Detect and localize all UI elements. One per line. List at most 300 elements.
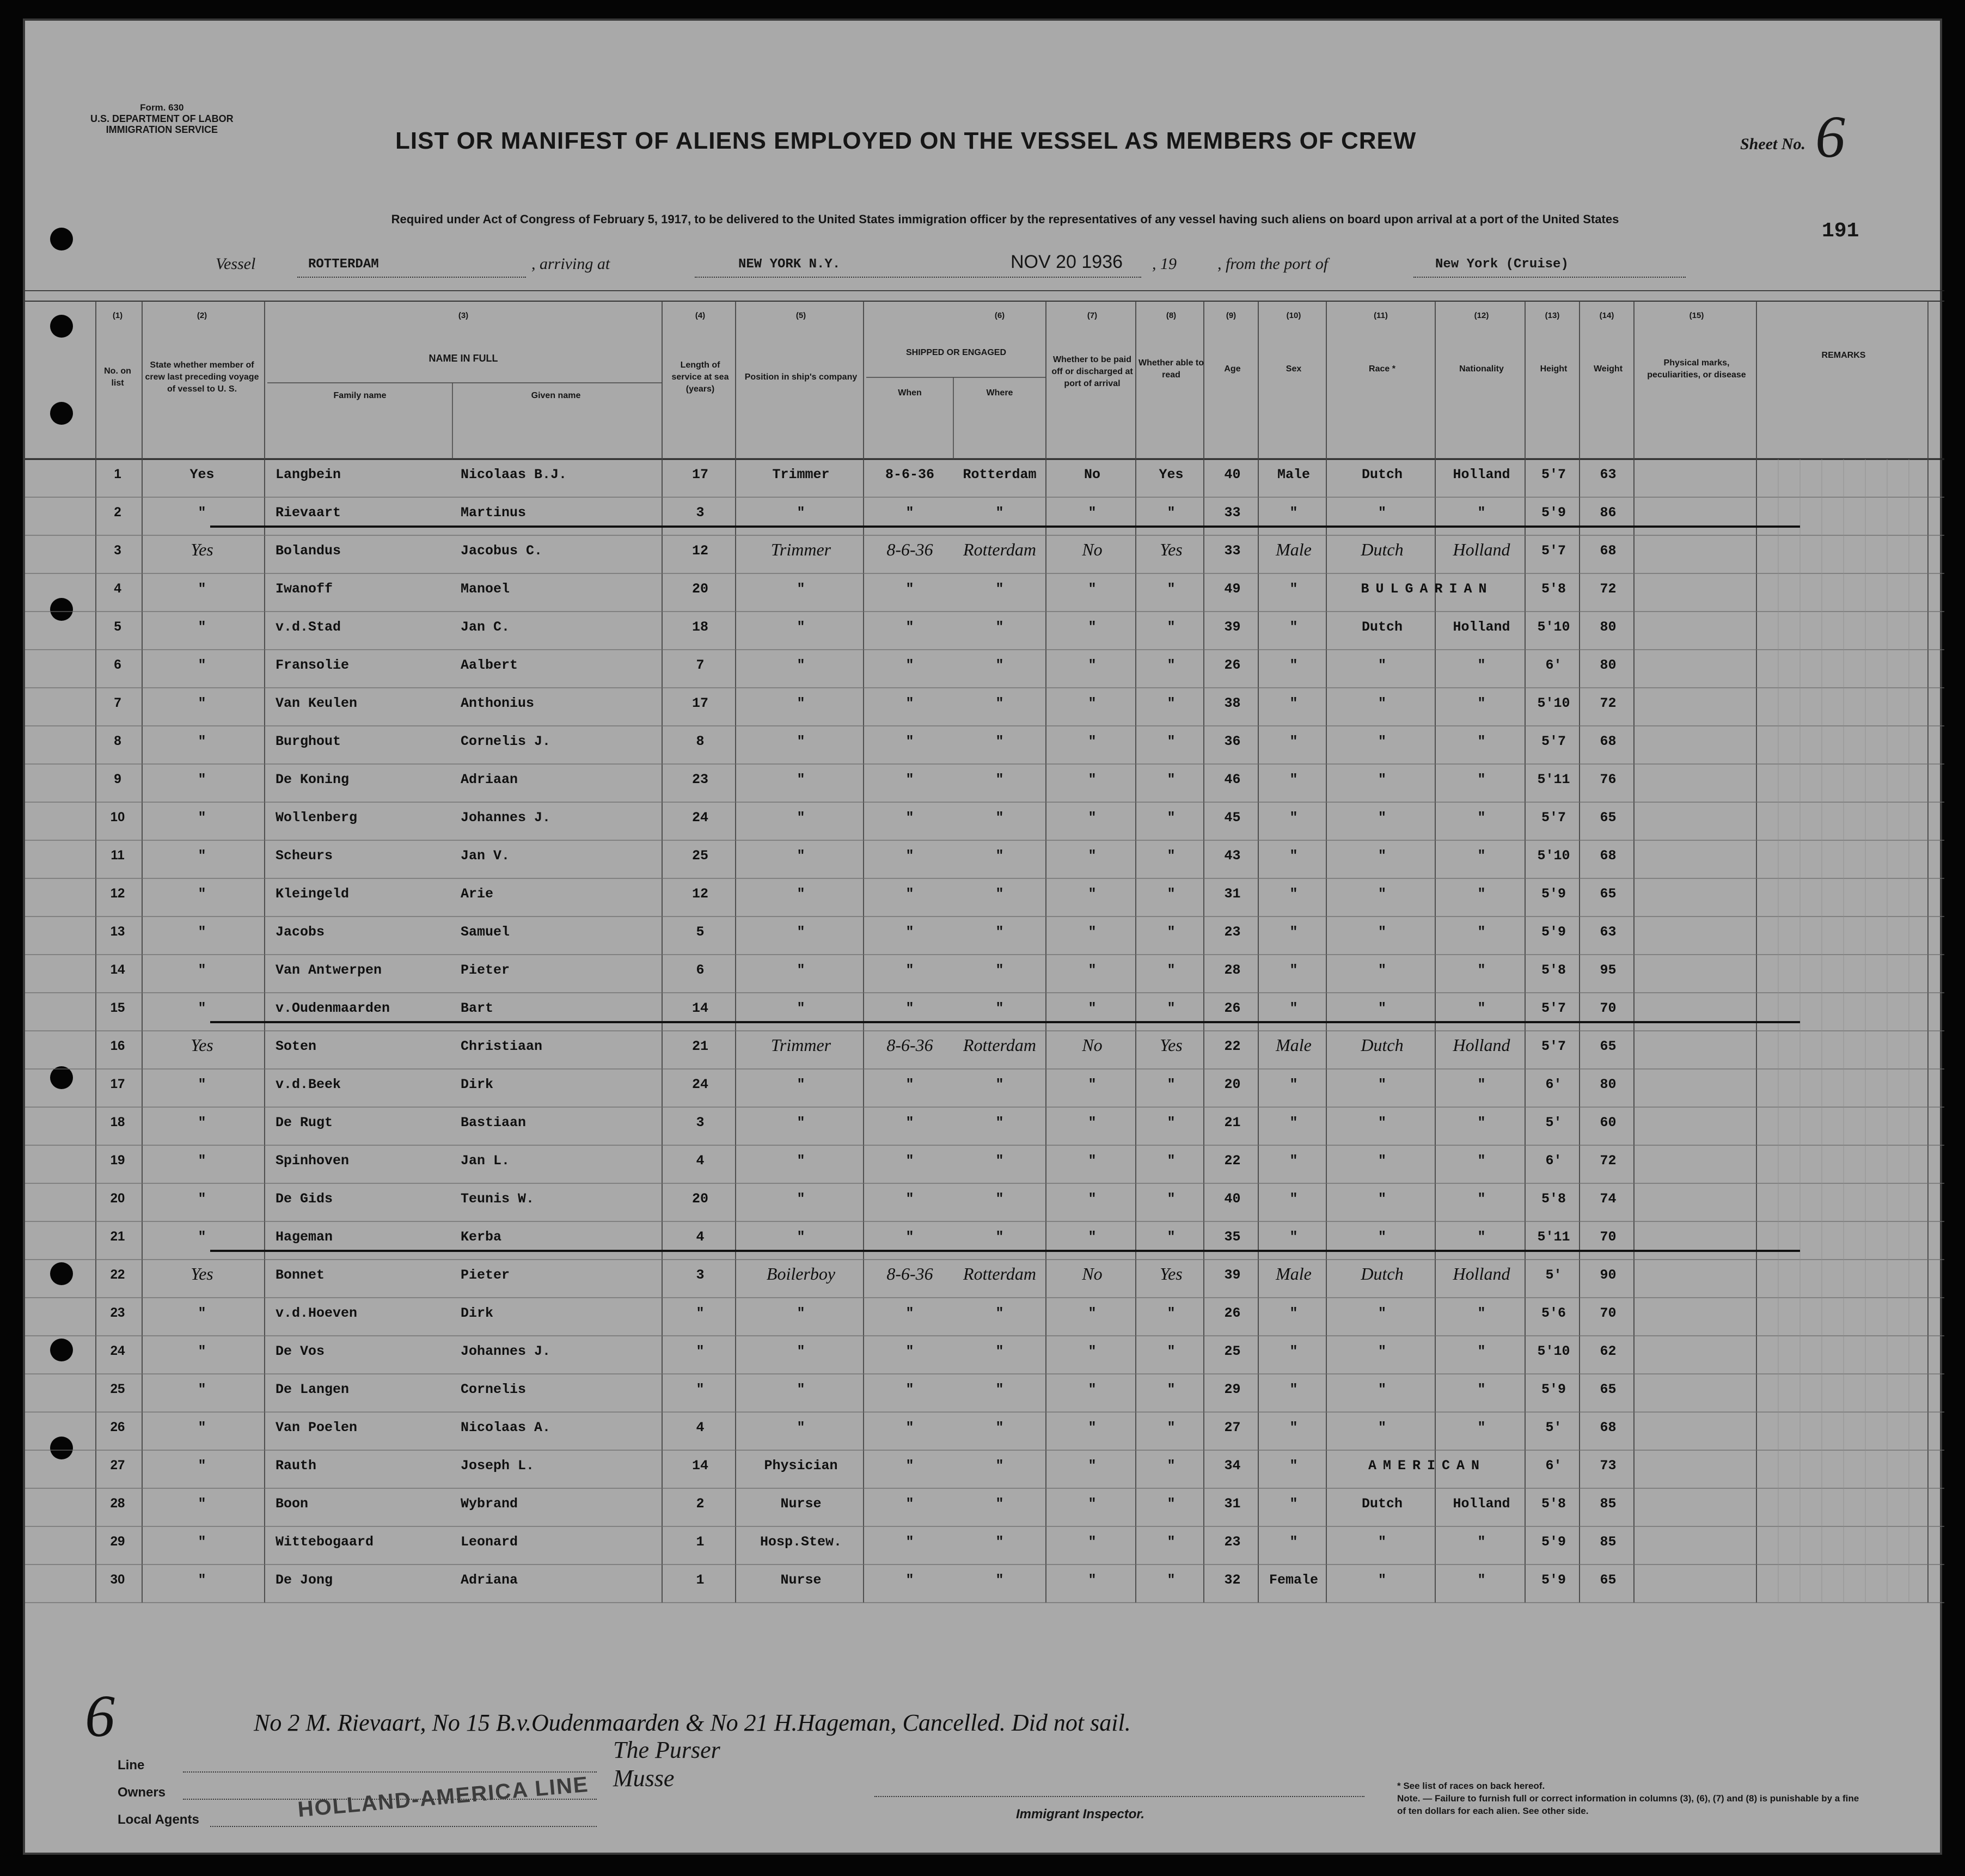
cell-race: Dutch (1361, 1035, 1404, 1055)
cell-when: " (905, 924, 914, 940)
cell-family: Wollenberg (276, 810, 358, 826)
cell-paid: " (1088, 962, 1097, 978)
cell-no: 22 (110, 1267, 125, 1282)
purser-title: The Purser (613, 1737, 720, 1763)
cell-service: " (696, 1382, 705, 1397)
cell-weight: 90 (1600, 1267, 1617, 1283)
cell-when: 8-6-36 (886, 1035, 933, 1055)
cell-nationality: " (1477, 657, 1486, 673)
cell-weight: 80 (1600, 619, 1617, 635)
vessel-line (216, 252, 1686, 282)
cell-age: 38 (1224, 695, 1241, 711)
cell-prev: " (198, 1000, 206, 1016)
cell-paid: " (1088, 772, 1097, 787)
cell-prev: " (198, 1305, 206, 1321)
cell-where: " (995, 810, 1004, 826)
cell-weight: 68 (1600, 543, 1617, 559)
cell-service: " (696, 1343, 705, 1359)
column-number: (4) (695, 311, 706, 320)
cell-race: " (1378, 695, 1386, 711)
cell-where: " (995, 1420, 1004, 1435)
col-head-prev: State whether member of crew last preceding voyage of vessel to U. S. (145, 360, 259, 394)
cell-no: 10 (110, 810, 125, 824)
cell-height: 5' (1545, 1115, 1562, 1131)
cell-age: 23 (1224, 1534, 1241, 1550)
cell-where: " (995, 581, 1004, 597)
cell-family: Langbein (276, 467, 341, 482)
cell-position: Nurse (780, 1572, 822, 1588)
cell-position: " (797, 848, 805, 864)
cell-height: 5'9 (1541, 1572, 1566, 1588)
cell-sex: " (1289, 1000, 1298, 1016)
cell-age: 31 (1224, 1496, 1241, 1512)
cell-age: 40 (1224, 467, 1241, 482)
cell-age: 33 (1224, 543, 1241, 559)
cell-read: " (1167, 1458, 1176, 1474)
cell-height: 6' (1545, 1458, 1562, 1474)
cell-where: " (995, 1343, 1004, 1359)
cell-sex: " (1289, 695, 1298, 711)
cell-height: 5'10 (1537, 619, 1570, 635)
binder-hole (50, 228, 73, 250)
cell-when: 8-6-36 (886, 1264, 933, 1284)
cell-paid: No (1082, 540, 1103, 559)
form-number: Form. 630 (140, 102, 184, 113)
cell-service: 1 (696, 1572, 705, 1588)
table-row (25, 726, 1944, 764)
cell-given: Joseph L. (461, 1458, 535, 1474)
cell-where: Rotterdam (963, 1035, 1036, 1055)
cell-nationality: " (1477, 772, 1486, 787)
cell-position: " (797, 734, 805, 749)
cell-no: 7 (114, 695, 121, 710)
cell-prev: " (198, 505, 206, 521)
cell-position: " (797, 581, 805, 597)
cell-nationality: " (1477, 1153, 1486, 1169)
table-row (25, 955, 1944, 993)
cell-weight: 65 (1600, 886, 1617, 902)
cell-read: " (1167, 1077, 1176, 1092)
cell-sex: " (1289, 1305, 1298, 1321)
col-head-no: No. on list (104, 366, 131, 388)
cell-nationality: " (1477, 1000, 1486, 1016)
table-row (25, 497, 1944, 535)
cell-no: 4 (114, 581, 121, 596)
year-label: , 19 (1152, 255, 1177, 273)
cell-prev: " (198, 1572, 206, 1588)
cell-weight: 85 (1600, 1496, 1617, 1512)
col-head-family: Family name (333, 391, 387, 400)
cell-family: Boon (276, 1496, 309, 1512)
owners-label: Owners (118, 1785, 166, 1800)
col-head-weight: Weight (1593, 364, 1623, 374)
cell-sex: " (1289, 772, 1298, 787)
cell-family: Iwanoff (276, 581, 333, 597)
cell-age: 31 (1224, 886, 1241, 902)
margin-number: 6 (85, 1683, 115, 1749)
cell-given: Cornelis (461, 1382, 527, 1397)
from-port: New York (Cruise) (1435, 257, 1569, 272)
cell-height: 5'7 (1541, 543, 1566, 559)
table-row (25, 840, 1944, 878)
cell-position: " (797, 505, 805, 521)
cell-height: 5'8 (1541, 1496, 1566, 1512)
cell-given: Adriana (461, 1572, 518, 1588)
cell-height: 5'9 (1541, 886, 1566, 902)
cell-family: v.d.Hoeven (276, 1305, 358, 1321)
cell-family: De Langen (276, 1382, 350, 1397)
cell-height: 5'11 (1537, 772, 1570, 787)
cell-weight: 95 (1600, 962, 1617, 978)
column-number: (8) (1166, 311, 1177, 320)
cell-service: 1 (696, 1534, 705, 1550)
column-number: (5) (795, 311, 806, 320)
cell-service: 14 (691, 1000, 708, 1016)
agents-label: Local Agents (118, 1812, 199, 1827)
cell-read: " (1167, 695, 1176, 711)
cell-paid: " (1088, 1077, 1097, 1092)
cell-paid: " (1088, 886, 1097, 902)
cell-paid: " (1088, 695, 1097, 711)
cell-read: " (1167, 581, 1176, 597)
line-label: Line (118, 1758, 145, 1773)
table-row (25, 1145, 1944, 1183)
cell-prev: " (198, 1420, 206, 1435)
cell-where: " (995, 1572, 1004, 1588)
cell-prev: " (198, 1343, 206, 1359)
cell-given: Johannes J. (461, 1343, 551, 1359)
cell-when: " (905, 1496, 914, 1512)
cell-prev: " (198, 734, 206, 749)
cell-where: Rotterdam (963, 1264, 1036, 1284)
cell-weight: 65 (1600, 810, 1617, 826)
cell-sex: Male (1277, 467, 1310, 482)
cell-sex: " (1289, 1153, 1298, 1169)
col-head-age: Age (1224, 364, 1241, 374)
col-head-sex: Sex (1285, 364, 1302, 374)
cell-age: 40 (1224, 1191, 1241, 1207)
cell-weight: 65 (1600, 1572, 1617, 1588)
cell-read: " (1167, 1191, 1176, 1207)
cell-family: Rauth (276, 1458, 317, 1474)
cell-sex: " (1289, 848, 1298, 864)
table-row (25, 916, 1944, 955)
cell-family: v.d.Stad (276, 619, 341, 635)
cell-read: " (1167, 1496, 1176, 1512)
cell-where: " (995, 1458, 1004, 1474)
cell-family: Van Poelen (276, 1420, 358, 1435)
cell-race: " (1378, 1153, 1386, 1169)
cell-height: 5'9 (1541, 1382, 1566, 1397)
cell-paid: No (1082, 1264, 1103, 1284)
cell-weight: 63 (1600, 924, 1617, 940)
cell-service: 20 (691, 581, 708, 597)
cell-where: " (995, 962, 1004, 978)
cell-service: 4 (696, 1229, 705, 1245)
cell-no: 5 (114, 619, 121, 634)
cell-given: Bastiaan (461, 1115, 527, 1131)
cell-service: " (696, 1305, 705, 1321)
cell-no: 20 (110, 1191, 125, 1206)
cell-paid: " (1088, 810, 1097, 826)
cell-no: 12 (110, 886, 125, 901)
cell-prev: " (198, 1458, 206, 1474)
cell-race: " (1378, 1191, 1386, 1207)
department-header (90, 102, 234, 135)
cell-prev: " (198, 1496, 206, 1512)
cell-nationality: Holland (1453, 619, 1510, 635)
cell-service: 17 (691, 695, 708, 711)
cell-service: 3 (696, 1115, 705, 1131)
cell-family: Spinhoven (276, 1153, 350, 1169)
table-row (25, 573, 1944, 612)
table-row (25, 1374, 1944, 1412)
cell-when: " (905, 1382, 914, 1397)
cell-where: " (995, 1382, 1004, 1397)
cancellation-strike (210, 1250, 1800, 1252)
column-number: (1) (112, 311, 123, 320)
cell-no: 15 (110, 1000, 125, 1015)
cell-where: " (995, 1305, 1004, 1321)
cell-where: " (995, 1077, 1004, 1092)
cell-race: Dutch (1361, 540, 1404, 559)
cell-position: " (797, 1077, 805, 1092)
cell-read: " (1167, 734, 1176, 749)
cell-sex: " (1289, 1458, 1298, 1474)
cell-height: 5'7 (1541, 467, 1566, 482)
cancellation-note: No 2 M. Rievaart, No 15 B.v.Oudenmaarden & No 21 H.Hageman, Cancelled. Did not sail. (254, 1709, 1131, 1736)
cell-when: " (905, 848, 914, 864)
vessel-rule (297, 277, 526, 278)
cell-when: " (905, 1191, 914, 1207)
cell-family: Scheurs (276, 848, 333, 864)
cell-race: " (1378, 734, 1386, 749)
cell-where: " (995, 619, 1004, 635)
cell-height: 6' (1545, 1077, 1562, 1092)
cell-where: " (995, 695, 1004, 711)
column-number: (6) (994, 311, 1005, 320)
cell-read: " (1167, 1115, 1176, 1131)
cell-where: " (995, 1496, 1004, 1512)
cell-race: AMERICAN (1368, 1458, 1486, 1474)
races-note: * See list of races on back hereof. (1397, 1781, 1545, 1791)
cell-given: Pieter (461, 1267, 510, 1283)
cell-read: " (1167, 505, 1176, 521)
cell-read: " (1167, 657, 1176, 673)
cell-when: " (905, 695, 914, 711)
col-head-paid: Whether to be paid off or discharged at port of arrival (1051, 355, 1133, 388)
cell-where: " (995, 924, 1004, 940)
cancellation-strike (210, 1021, 1800, 1023)
cell-where: " (995, 886, 1004, 902)
cell-service: 24 (691, 1077, 708, 1092)
cell-no: 24 (110, 1343, 125, 1358)
cell-given: Dirk (461, 1077, 494, 1092)
cell-where: Rotterdam (963, 467, 1037, 482)
cell-age: 34 (1224, 1458, 1241, 1474)
cell-no: 27 (110, 1458, 125, 1472)
cell-no: 21 (110, 1229, 125, 1244)
cell-paid: " (1088, 619, 1097, 635)
cell-when: " (905, 619, 914, 635)
cell-family: Bonnet (276, 1267, 325, 1283)
sheet-number-value: 6 (1815, 103, 1845, 170)
cell-when: " (905, 810, 914, 826)
col-head-shipped: SHIPPED OR ENGAGED (905, 348, 1007, 357)
cell-race: Dutch (1361, 1496, 1403, 1512)
col-head-service: Length of service at sea (years) (671, 360, 729, 394)
cell-weight: 76 (1600, 772, 1617, 787)
table-row (25, 764, 1944, 802)
cell-family: v.d.Beek (276, 1077, 341, 1092)
cell-race: " (1378, 848, 1386, 864)
cancellation-strike (210, 525, 1800, 528)
table-row (25, 802, 1944, 840)
cell-weight: 86 (1600, 505, 1617, 521)
cell-age: 32 (1224, 1572, 1241, 1588)
cell-family: Burghout (276, 734, 341, 749)
cell-age: 45 (1224, 810, 1241, 826)
cell-when: " (905, 1077, 914, 1092)
cell-no: 28 (110, 1496, 125, 1511)
cell-height: 5'11 (1537, 1229, 1570, 1245)
arriving-label: , arriving at (531, 255, 610, 273)
cell-weight: 68 (1600, 848, 1617, 864)
cell-service: 14 (691, 1458, 708, 1474)
cell-when: " (905, 772, 914, 787)
cell-given: Jan C. (461, 619, 510, 635)
cell-where: " (995, 1153, 1004, 1169)
cell-given: Johannes J. (461, 810, 551, 826)
line-stamp: HOLLAND-AMERICA LINE (297, 1772, 590, 1822)
cell-read: Yes (1160, 540, 1183, 559)
purser-signature (613, 1736, 720, 1793)
cell-position: " (797, 1000, 805, 1016)
cell-weight: 65 (1600, 1382, 1617, 1397)
from-label: , from the port of (1217, 255, 1329, 273)
col-head-given: Given name (531, 391, 581, 400)
cell-age: 33 (1224, 505, 1241, 521)
cell-age: 39 (1224, 1267, 1241, 1283)
cell-when: " (905, 505, 914, 521)
cell-no: 26 (110, 1420, 125, 1434)
cell-race: " (1378, 1115, 1386, 1131)
cell-weight: 63 (1600, 467, 1617, 482)
cell-where: " (995, 1534, 1004, 1550)
cell-position: Trimmer (770, 540, 831, 559)
cell-prev: " (198, 657, 206, 673)
table-row (25, 993, 1944, 1031)
table-row (25, 1107, 1944, 1145)
cell-nationality: " (1477, 1115, 1486, 1131)
cell-given: Adriaan (461, 772, 518, 787)
cell-paid: No (1083, 467, 1100, 482)
cell-nationality: " (1477, 924, 1486, 940)
cell-position: " (797, 924, 805, 940)
cell-no: 3 (114, 543, 121, 558)
cell-sex: " (1289, 1382, 1298, 1397)
cell-height: 5'10 (1537, 1343, 1570, 1359)
cell-paid: " (1088, 1153, 1097, 1169)
cell-service: 8 (696, 734, 705, 749)
cell-where: Rotterdam (963, 540, 1036, 559)
cell-race: Dutch (1361, 1264, 1404, 1284)
cell-service: 4 (696, 1420, 705, 1435)
col-head-when: When (898, 388, 922, 398)
cell-when: " (905, 657, 914, 673)
cell-read: " (1167, 772, 1176, 787)
cell-family: Bolandus (276, 543, 341, 559)
cell-prev: Yes (189, 467, 215, 482)
cell-position: Physician (764, 1458, 838, 1474)
cell-race: " (1378, 1534, 1386, 1550)
table-row (25, 1298, 1944, 1336)
cell-weight: 72 (1600, 581, 1617, 597)
cell-when: " (905, 1305, 914, 1321)
cell-service: 24 (691, 810, 708, 826)
cell-height: 5'7 (1541, 734, 1566, 749)
cell-height: 5'8 (1541, 581, 1566, 597)
cell-prev: " (198, 886, 206, 902)
cell-sex: " (1289, 619, 1298, 635)
cell-weight: 70 (1600, 1305, 1617, 1321)
cell-given: Cornelis J. (461, 734, 551, 749)
cell-weight: 62 (1600, 1343, 1617, 1359)
cell-when: " (905, 886, 914, 902)
cell-height: 5'7 (1541, 810, 1566, 826)
vessel-name: ROTTERDAM (308, 257, 379, 272)
column-number: (10) (1286, 311, 1301, 320)
arriving-port: NEW YORK N.Y. (738, 257, 841, 272)
cell-height: 5'6 (1541, 1305, 1566, 1321)
col-head-where: Where (986, 388, 1013, 398)
inspector-rule (874, 1796, 1364, 1797)
cell-family: De Koning (276, 772, 350, 787)
cell-nationality: " (1477, 734, 1486, 749)
cell-read: " (1167, 1229, 1176, 1245)
cell-where: " (995, 1000, 1004, 1016)
cell-prev: " (198, 848, 206, 864)
cell-when: " (905, 1534, 914, 1550)
cell-position: " (797, 1305, 805, 1321)
cell-no: 11 (111, 848, 125, 863)
cell-sex: " (1289, 734, 1298, 749)
cell-sex: " (1289, 1077, 1298, 1092)
cell-family: Jacobs (276, 924, 325, 940)
column-number: (3) (458, 311, 469, 320)
cell-read: Yes (1160, 1264, 1183, 1284)
cell-height: 5'7 (1541, 1000, 1566, 1016)
cell-sex: " (1289, 1343, 1298, 1359)
cell-family: De Vos (276, 1343, 325, 1359)
cell-race: " (1378, 505, 1386, 521)
cell-position: " (797, 886, 805, 902)
cell-age: 21 (1224, 1115, 1241, 1131)
cell-sex: " (1289, 1115, 1298, 1131)
col-head-height: Height (1540, 364, 1568, 374)
agents-rule (210, 1826, 597, 1827)
cell-age: 27 (1224, 1420, 1241, 1435)
cell-weight: 68 (1600, 734, 1617, 749)
cell-when: " (905, 734, 914, 749)
cell-nationality: Holland (1453, 467, 1510, 482)
cell-race: Dutch (1361, 619, 1403, 635)
cell-nationality: " (1477, 810, 1486, 826)
cell-height: 5' (1545, 1267, 1562, 1283)
cell-paid: " (1088, 848, 1097, 864)
cell-given: Nicolaas B.J. (461, 467, 567, 482)
cell-no: 23 (110, 1305, 125, 1320)
